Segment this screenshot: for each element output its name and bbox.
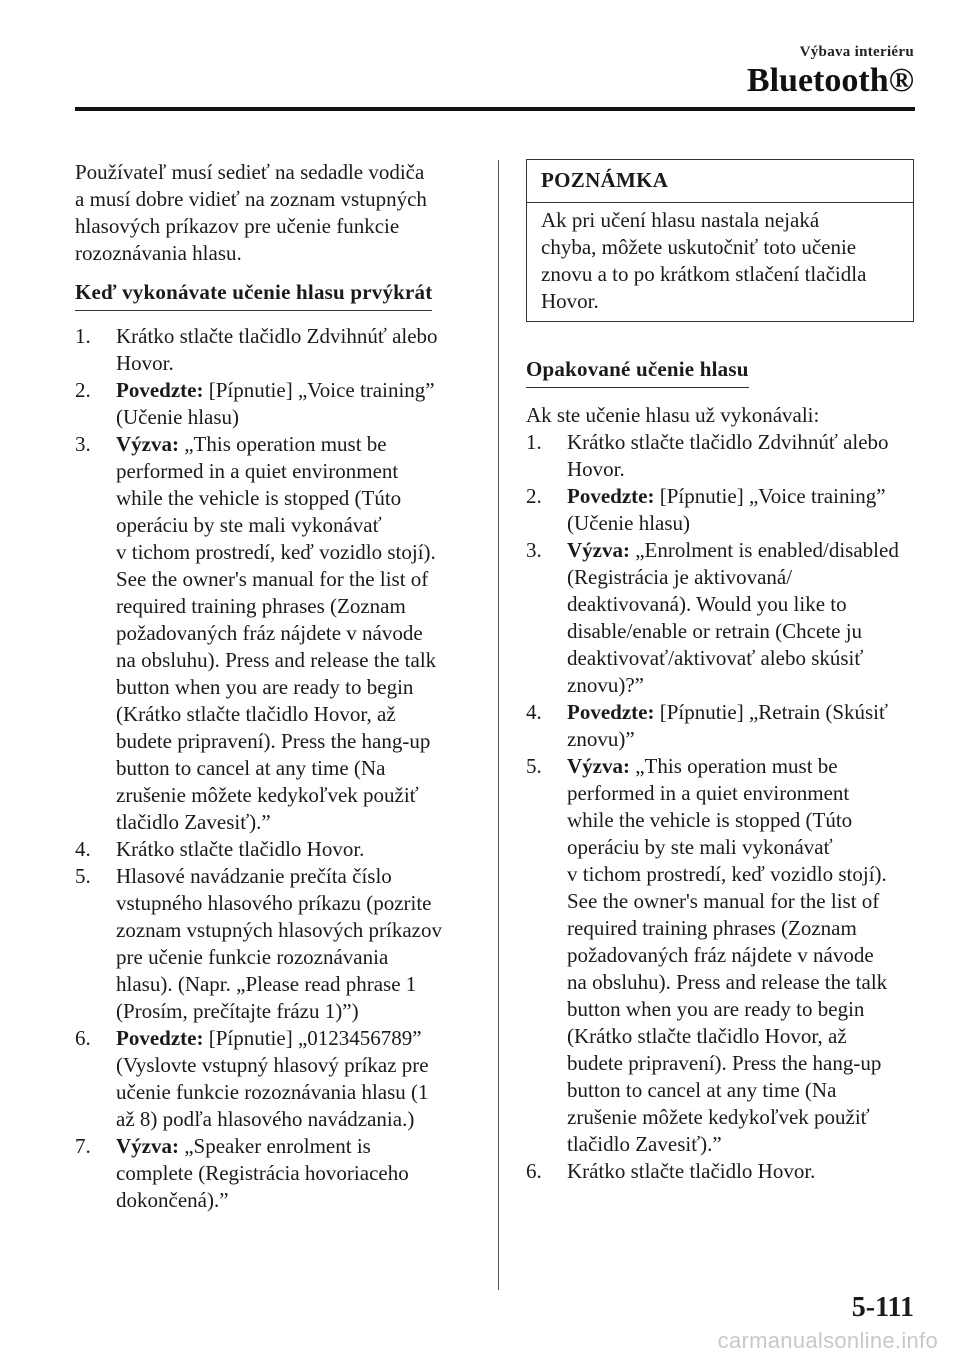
step-text: „Enrolment is enabled/disabled <box>629 538 899 562</box>
step-text: „This operation must be <box>178 432 387 456</box>
step-first-line <box>116 431 470 458</box>
list-item <box>75 377 470 431</box>
header-section: Výbava interiéru <box>799 44 914 60</box>
step-text: See the owner's manual for the list of <box>116 567 429 591</box>
step-text: (Učenie hlasu) <box>116 405 240 429</box>
step-text: disable/enable or retrain (Chcete ju <box>567 619 863 643</box>
step-text: Krátko stlačte tlačidlo Hovor. <box>567 1159 816 1183</box>
step-text: tlačidlo Zavesiť).” <box>116 810 271 834</box>
note-body <box>527 203 913 321</box>
step-text: performed in a quiet environment <box>567 781 850 805</box>
note-line: Ak pri učení hlasu nastala nejaká <box>541 208 820 232</box>
step-text: Hovor. <box>116 351 174 375</box>
step-text: znovu)?” <box>567 673 644 697</box>
step-text: while the vehicle is stopped (Túto <box>116 486 402 510</box>
step-text: complete (Registrácia hovoriaceho <box>116 1161 409 1185</box>
step-label: Výzva: <box>116 432 179 456</box>
step-text: (Učenie hlasu) <box>567 511 691 535</box>
step-first-line <box>567 699 916 726</box>
section-heading-first-training: Keď vykonávate učenie hlasu prvýkrát <box>75 279 432 311</box>
step-label: Výzva: <box>567 538 630 562</box>
step-text: znovu)” <box>567 727 635 751</box>
step-text: hlasu). (Napr. „Please read phrase 1 <box>116 972 417 996</box>
intro-line: Používateľ musí sedieť na sedadle vodiča <box>75 160 425 184</box>
step-label: Povedzte: <box>116 378 204 402</box>
step-text: na obsluhu). Press and release the talk <box>567 970 888 994</box>
column-divider <box>498 160 499 1290</box>
step-text: while the vehicle is stopped (Túto <box>567 808 853 832</box>
note-title: POZNÁMKA <box>527 160 913 203</box>
step-text: operáciu by ste mali vykonávať <box>116 513 382 537</box>
watermark: carmanualsonline.info <box>717 1328 938 1353</box>
step-text: button to cancel at any time (Na <box>567 1078 837 1102</box>
list-item <box>526 483 916 537</box>
step-text: [Pípnutie] „Retrain (Skúsiť <box>654 700 888 724</box>
step-text: button to cancel at any time (Na <box>116 756 386 780</box>
steps-list-first <box>75 323 470 1214</box>
step-text: deaktivovať/aktivovať alebo skúsiť <box>567 646 864 670</box>
step-text: Krátko stlačte tlačidlo Zdvihnúť alebo <box>567 430 889 454</box>
step-text: operáciu by ste mali vykonávať <box>567 835 833 859</box>
step-label: Výzva: <box>567 754 630 778</box>
step-text: Hovor. <box>567 457 625 481</box>
step-text: na obsluhu). Press and release the talk <box>116 648 437 672</box>
step-label: Výzva: <box>116 1134 179 1158</box>
step-text: dokončená).” <box>116 1188 229 1212</box>
step-text: v tichom prostredí, keď vozidlo stojí). <box>116 540 436 564</box>
step-text: zrušenie môžete kedykoľvek použiť <box>116 783 419 807</box>
step-text: „This operation must be <box>629 754 838 778</box>
step-text: Krátko stlačte tlačidlo Hovor. <box>116 837 365 861</box>
header-rule <box>75 107 915 111</box>
column-right <box>526 159 916 1185</box>
step-text: až 8) podľa hlasového navádzania.) <box>116 1107 415 1131</box>
step-number: 1. <box>526 430 542 454</box>
step-text: (Krátko stlačte tlačidlo Hovor, až <box>116 702 396 726</box>
intro-line: a musí dobre vidieť na zoznam vstupných <box>75 187 427 211</box>
steps-list-repeat <box>526 429 916 1185</box>
list-item <box>526 1158 916 1185</box>
section-heading-repeat-training: Opakované učenie hlasu <box>526 356 749 388</box>
step-number: 5. <box>75 864 91 888</box>
step-number: 5. <box>526 754 542 778</box>
step-text: [Pípnutie] „Voice training” <box>203 378 435 402</box>
intro-paragraph <box>75 159 470 267</box>
repeat-intro: Ak ste učenie hlasu už vykonávali: <box>526 403 820 427</box>
step-text: zoznam vstupných hlasových príkazov <box>116 918 442 942</box>
step-text: vstupného hlasového príkazu (pozrite <box>116 891 432 915</box>
step-number: 3. <box>526 538 542 562</box>
step-text: „Speaker enrolment is <box>178 1134 371 1158</box>
page-title: Bluetooth® <box>746 62 914 99</box>
list-item <box>526 753 916 1158</box>
step-number: 2. <box>75 378 91 402</box>
step-first-line <box>567 753 916 780</box>
intro-line: hlasových príkazov pre učenie funkcie <box>75 214 400 238</box>
note-line: Hovor. <box>541 289 599 313</box>
step-text: button when you are ready to begin <box>567 997 865 1021</box>
step-text: See the owner's manual for the list of <box>567 889 880 913</box>
step-number: 6. <box>526 1159 542 1183</box>
note-line: chyba, môžete uskutočniť toto učenie <box>541 235 857 259</box>
step-first-line <box>116 1025 470 1052</box>
step-first-line <box>567 537 916 564</box>
step-text: zrušenie môžete kedykoľvek použiť <box>567 1105 870 1129</box>
step-number: 3. <box>75 432 91 456</box>
step-text: učenie funkcie rozoznávania hlasu (1 <box>116 1080 429 1104</box>
list-item <box>75 863 470 1025</box>
list-item <box>75 1025 470 1133</box>
step-label: Povedzte: <box>116 1026 204 1050</box>
step-text: (Registrácia je aktivovaná/ <box>567 565 793 589</box>
step-number: 2. <box>526 484 542 508</box>
note-line: znovu a to po krátkom stlačení tlačidla <box>541 262 867 286</box>
step-text: budete pripravení). Press the hang-up <box>567 1051 882 1075</box>
step-text: budete pripravení). Press the hang-up <box>116 729 431 753</box>
step-text: Hlasové navádzanie prečíta číslo <box>116 864 392 888</box>
step-text: performed in a quiet environment <box>116 459 399 483</box>
step-label: Povedzte: <box>567 700 655 724</box>
step-first-line <box>116 1133 470 1160</box>
step-text: required training phrases (Zoznam <box>116 594 406 618</box>
step-text: button when you are ready to begin <box>116 675 414 699</box>
intro-line: rozoznávania hlasu. <box>75 241 242 265</box>
step-text: tlačidlo Zavesiť).” <box>567 1132 722 1156</box>
step-text: pre učenie funkcie rozoznávania <box>116 945 389 969</box>
list-item <box>75 431 470 836</box>
step-text: [Pípnutie] „Voice training” <box>654 484 886 508</box>
step-number: 6. <box>75 1026 91 1050</box>
note-box <box>526 159 914 322</box>
step-text: požadovaných fráz nájdete v návode <box>567 943 874 967</box>
step-text: Krátko stlačte tlačidlo Zdvihnúť alebo <box>116 324 438 348</box>
step-text: deaktivovaná). Would you like to <box>567 592 847 616</box>
step-number: 7. <box>75 1134 91 1158</box>
step-first-line <box>116 377 470 404</box>
list-item <box>75 323 470 377</box>
list-item <box>526 537 916 699</box>
step-text: (Vyslovte vstupný hlasový príkaz pre <box>116 1053 429 1077</box>
step-text: (Krátko stlačte tlačidlo Hovor, až <box>567 1024 847 1048</box>
step-text: požadovaných fráz nájdete v návode <box>116 621 423 645</box>
step-text: v tichom prostredí, keď vozidlo stojí). <box>567 862 887 886</box>
step-text: (Prosím, prečítajte frázu 1)”) <box>116 999 359 1023</box>
step-number: 1. <box>75 324 91 348</box>
list-item <box>75 836 470 863</box>
list-item <box>75 1133 470 1214</box>
list-item <box>526 429 916 483</box>
step-number: 4. <box>75 837 91 861</box>
step-label: Povedzte: <box>567 484 655 508</box>
page-number: 5-111 <box>851 1292 914 1323</box>
step-text: required training phrases (Zoznam <box>567 916 857 940</box>
step-text: [Pípnutie] „0123456789” <box>203 1026 422 1050</box>
column-left <box>75 159 470 1214</box>
step-number: 4. <box>526 700 542 724</box>
list-item <box>526 699 916 753</box>
step-first-line <box>567 483 916 510</box>
